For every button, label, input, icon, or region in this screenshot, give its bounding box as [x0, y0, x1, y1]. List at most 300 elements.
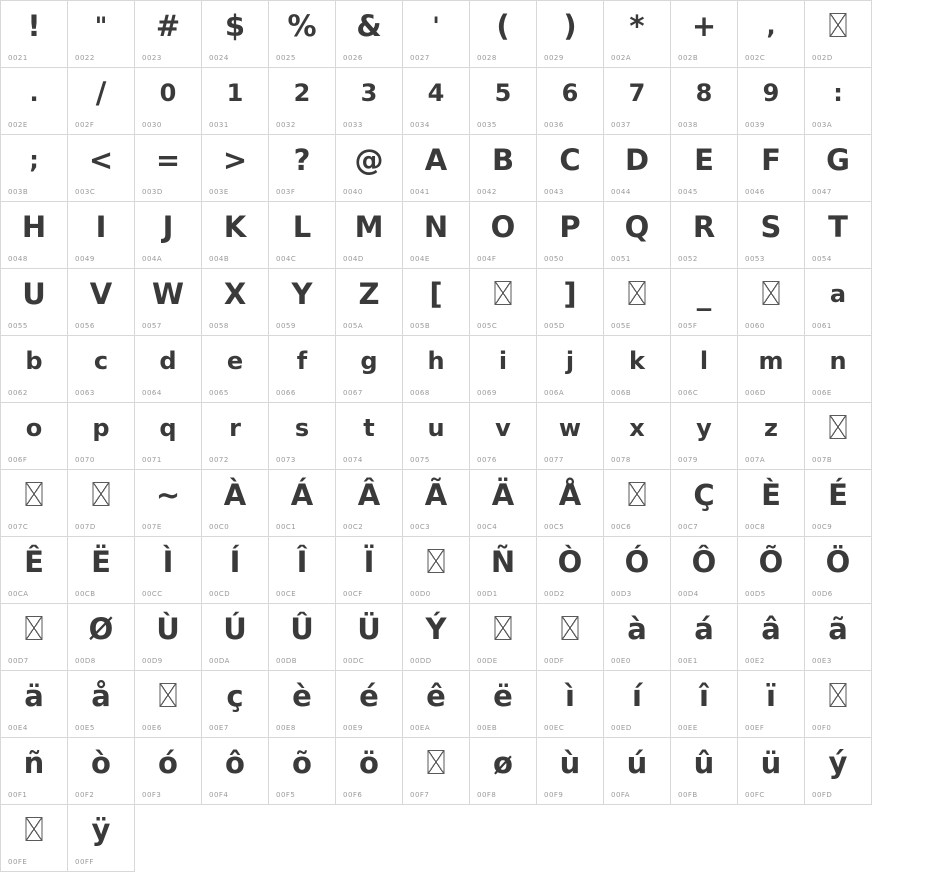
- glyph-character: é: [359, 678, 379, 713]
- glyph-character: Í: [229, 544, 241, 579]
- glyph-cell[interactable]: [470, 269, 537, 336]
- glyph-cell[interactable]: [336, 202, 403, 269]
- glyph-character: X: [223, 276, 247, 311]
- glyph-cell[interactable]: [738, 604, 805, 671]
- glyph-cell[interactable]: [135, 1, 202, 68]
- glyph-unicode-code: 00EA: [410, 724, 431, 732]
- glyph-unicode-code: 0041: [410, 188, 430, 196]
- glyph-character: ô: [225, 745, 245, 780]
- glyph-unicode-code: 00C6: [611, 523, 632, 531]
- glyph-unicode-code: 00C4: [477, 523, 498, 531]
- glyph-cell[interactable]: [202, 269, 269, 336]
- glyph-character: [: [429, 276, 443, 311]
- glyph-character: á: [694, 611, 714, 646]
- glyph-cell[interactable]: [738, 537, 805, 604]
- glyph-cell[interactable]: [269, 537, 336, 604]
- glyph-unicode-code: 006F: [8, 456, 28, 464]
- glyph-unicode-code: 00C5: [544, 523, 565, 531]
- glyph-unicode-code: 006E: [812, 389, 832, 397]
- glyph-character: Ë: [91, 544, 111, 579]
- glyph-cell[interactable]: [403, 604, 470, 671]
- glyph-cell[interactable]: [135, 537, 202, 604]
- glyph-cell[interactable]: [336, 537, 403, 604]
- missing-glyph-icon: [830, 13, 847, 37]
- glyph-cell[interactable]: [805, 604, 872, 671]
- glyph-cell[interactable]: [1, 336, 68, 403]
- glyph-cell[interactable]: [1, 1, 68, 68]
- glyph-cell[interactable]: [604, 470, 671, 537]
- glyph-cell[interactable]: [68, 604, 135, 671]
- glyph-character: Ñ: [490, 544, 516, 579]
- glyph-cell[interactable]: [604, 738, 671, 805]
- glyph-unicode-code: 0060: [745, 322, 765, 330]
- glyph-cell[interactable]: [269, 671, 336, 738]
- glyph-character: ú: [626, 745, 648, 780]
- glyph-cell[interactable]: [68, 202, 135, 269]
- glyph-cell[interactable]: [537, 604, 604, 671]
- glyph-unicode-code: 0039: [745, 121, 765, 129]
- glyph-unicode-code: 0024: [209, 54, 229, 62]
- glyph-character: o: [25, 414, 43, 442]
- glyph-unicode-code: 00FA: [611, 791, 631, 799]
- glyph-cell[interactable]: [135, 738, 202, 805]
- glyph-cell[interactable]: [135, 135, 202, 202]
- glyph-cell[interactable]: [470, 403, 537, 470]
- glyph-unicode-code: 00D5: [745, 590, 766, 598]
- glyph-cell[interactable]: [269, 336, 336, 403]
- glyph-character: à: [627, 611, 647, 646]
- glyph-unicode-code: 0038: [678, 121, 698, 129]
- glyph-character: ä: [24, 678, 44, 713]
- glyph-character: G: [826, 142, 850, 177]
- glyph-cell[interactable]: [336, 336, 403, 403]
- glyph-cell[interactable]: [68, 537, 135, 604]
- glyph-unicode-code: 0030: [142, 121, 162, 129]
- glyph-cell[interactable]: [805, 738, 872, 805]
- glyph-cell[interactable]: [604, 1, 671, 68]
- glyph-cell[interactable]: [537, 671, 604, 738]
- glyph-character: Ê: [24, 544, 44, 579]
- glyph-cell[interactable]: [671, 671, 738, 738]
- glyph-character: v: [495, 414, 511, 442]
- glyph-cell[interactable]: [202, 671, 269, 738]
- glyph-character: Ï: [363, 544, 375, 579]
- glyph-cell[interactable]: [403, 1, 470, 68]
- glyph-cell[interactable]: [202, 1, 269, 68]
- glyph-cell[interactable]: [68, 738, 135, 805]
- glyph-unicode-code: 00C9: [812, 523, 833, 531]
- glyph-character: >: [222, 142, 248, 177]
- glyph-cell[interactable]: [269, 202, 336, 269]
- glyph-unicode-code: 0053: [745, 255, 765, 263]
- glyph-cell[interactable]: [1, 604, 68, 671]
- glyph-character: r: [229, 414, 241, 442]
- glyph-cell[interactable]: [604, 403, 671, 470]
- glyph-character: =: [155, 142, 181, 177]
- glyph-character: g: [360, 347, 378, 375]
- glyph-unicode-code: 005A: [343, 322, 364, 330]
- glyph-cell[interactable]: [805, 537, 872, 604]
- glyph-cell[interactable]: [470, 336, 537, 403]
- glyph-cell[interactable]: [135, 68, 202, 135]
- glyph-cell[interactable]: [470, 671, 537, 738]
- glyph-cell[interactable]: [135, 671, 202, 738]
- glyph-cell[interactable]: [269, 403, 336, 470]
- missing-glyph-icon: [26, 482, 43, 506]
- glyph-character: N: [423, 209, 449, 244]
- glyph-unicode-code: 00F5: [276, 791, 296, 799]
- glyph-cell[interactable]: [671, 336, 738, 403]
- glyph-character: P: [559, 209, 581, 244]
- glyph-unicode-code: 0077: [544, 456, 564, 464]
- glyph-character: ): [563, 8, 577, 43]
- glyph-cell[interactable]: [1, 537, 68, 604]
- glyph-unicode-code: 0068: [410, 389, 430, 397]
- glyph-cell[interactable]: [68, 1, 135, 68]
- glyph-cell[interactable]: [202, 336, 269, 403]
- glyph-character: Å: [558, 477, 582, 512]
- glyph-cell[interactable]: [1, 805, 68, 872]
- glyph-cell[interactable]: [738, 403, 805, 470]
- glyph-unicode-code: 00D8: [75, 657, 96, 665]
- glyph-cell[interactable]: [604, 604, 671, 671]
- glyph-character: 4: [427, 79, 445, 107]
- glyph-cell[interactable]: [135, 336, 202, 403]
- glyph-cell[interactable]: [604, 537, 671, 604]
- glyph-cell[interactable]: [537, 1, 604, 68]
- glyph-cell[interactable]: [805, 1, 872, 68]
- glyph-cell[interactable]: [68, 805, 135, 872]
- glyph-cell[interactable]: [738, 738, 805, 805]
- glyph-unicode-code: 00EE: [678, 724, 698, 732]
- glyph-cell[interactable]: [336, 470, 403, 537]
- glyph-unicode-code: 00E7: [209, 724, 229, 732]
- glyph-character: Ã: [424, 477, 448, 512]
- glyph-character: S: [760, 209, 782, 244]
- glyph-cell[interactable]: [403, 671, 470, 738]
- glyph-unicode-code: 006C: [678, 389, 699, 397]
- glyph-cell[interactable]: [671, 738, 738, 805]
- glyph-cell[interactable]: [403, 537, 470, 604]
- glyph-cell[interactable]: [202, 738, 269, 805]
- glyph-cell[interactable]: [470, 537, 537, 604]
- glyph-cell[interactable]: [805, 68, 872, 135]
- glyph-cell[interactable]: [68, 135, 135, 202]
- glyph-character: ø: [493, 745, 513, 780]
- glyph-cell[interactable]: [805, 336, 872, 403]
- glyph-cell[interactable]: [671, 403, 738, 470]
- glyph-cell[interactable]: [604, 269, 671, 336]
- glyph-cell[interactable]: [202, 135, 269, 202]
- glyph-unicode-code: 0042: [477, 188, 497, 196]
- glyph-character: D: [624, 142, 650, 177]
- glyph-unicode-code: 004A: [142, 255, 163, 263]
- glyph-character: î: [699, 678, 709, 713]
- glyph-cell[interactable]: [336, 135, 403, 202]
- glyph-unicode-code: 007A: [745, 456, 766, 464]
- glyph-cell[interactable]: [1, 403, 68, 470]
- glyph-cell[interactable]: [671, 470, 738, 537]
- glyph-character: #: [155, 8, 181, 43]
- glyph-cell[interactable]: [671, 1, 738, 68]
- glyph-cell[interactable]: [202, 68, 269, 135]
- glyph-character: L: [292, 209, 312, 244]
- glyph-unicode-code: 003B: [8, 188, 29, 196]
- glyph-cell[interactable]: [269, 269, 336, 336]
- glyph-cell[interactable]: [1, 68, 68, 135]
- glyph-unicode-code: 0054: [812, 255, 832, 263]
- glyph-cell[interactable]: [671, 604, 738, 671]
- glyph-cell[interactable]: [738, 68, 805, 135]
- glyph-cell[interactable]: [269, 470, 336, 537]
- glyph-cell[interactable]: [135, 202, 202, 269]
- glyph-unicode-code: 003D: [142, 188, 163, 196]
- glyph-cell[interactable]: [537, 403, 604, 470]
- glyph-cell[interactable]: [738, 671, 805, 738]
- glyph-cell[interactable]: [671, 68, 738, 135]
- glyph-character: Ä: [491, 477, 515, 512]
- glyph-cell[interactable]: [1, 671, 68, 738]
- glyph-unicode-code: 00E2: [745, 657, 765, 665]
- glyph-unicode-code: 00CC: [142, 590, 163, 598]
- glyph-cell[interactable]: [805, 403, 872, 470]
- glyph-character: õ: [292, 745, 312, 780]
- glyph-unicode-code: 0045: [678, 188, 698, 196]
- glyph-unicode-code: 00E0: [611, 657, 631, 665]
- glyph-unicode-code: 0064: [142, 389, 162, 397]
- glyph-character: 1: [226, 79, 244, 107]
- glyph-cell[interactable]: [269, 738, 336, 805]
- glyph-cell[interactable]: [738, 1, 805, 68]
- glyph-character: 9: [762, 79, 780, 107]
- glyph-unicode-code: 00D3: [611, 590, 632, 598]
- glyph-cell[interactable]: [470, 604, 537, 671]
- glyph-cell[interactable]: [537, 202, 604, 269]
- glyph-cell[interactable]: [1, 269, 68, 336]
- glyph-cell[interactable]: [470, 202, 537, 269]
- glyph-unicode-code: 00C8: [745, 523, 766, 531]
- glyph-cell[interactable]: [336, 1, 403, 68]
- glyph-unicode-code: 00FF: [75, 858, 94, 866]
- missing-glyph-icon: [93, 482, 110, 506]
- glyph-unicode-code: 00E4: [8, 724, 28, 732]
- glyph-cell[interactable]: [805, 671, 872, 738]
- glyph-cell[interactable]: [671, 202, 738, 269]
- glyph-unicode-code: 00C7: [678, 523, 699, 531]
- missing-glyph-icon: [562, 616, 579, 640]
- glyph-cell[interactable]: [135, 470, 202, 537]
- glyph-cell[interactable]: [604, 68, 671, 135]
- glyph-cell[interactable]: [604, 135, 671, 202]
- glyph-cell[interactable]: [403, 738, 470, 805]
- glyph-cell[interactable]: [470, 68, 537, 135]
- glyph-character: ç: [226, 678, 244, 713]
- glyph-cell[interactable]: [202, 604, 269, 671]
- glyph-unicode-code: 00FC: [745, 791, 765, 799]
- glyph-cell[interactable]: [537, 269, 604, 336]
- glyph-character: ?: [293, 142, 311, 177]
- glyph-cell[interactable]: [1, 738, 68, 805]
- glyph-cell[interactable]: [671, 537, 738, 604]
- glyph-cell[interactable]: [1, 202, 68, 269]
- glyph-cell[interactable]: [269, 604, 336, 671]
- glyph-cell[interactable]: [403, 470, 470, 537]
- glyph-cell[interactable]: [403, 403, 470, 470]
- glyph-unicode-code: 0047: [812, 188, 832, 196]
- glyph-unicode-code: 00D6: [812, 590, 833, 598]
- glyph-cell[interactable]: [805, 135, 872, 202]
- glyph-character: ': [432, 12, 440, 40]
- glyph-cell[interactable]: [336, 68, 403, 135]
- glyph-cell[interactable]: [269, 1, 336, 68]
- glyph-cell[interactable]: [336, 738, 403, 805]
- glyph-unicode-code: 004E: [410, 255, 430, 263]
- glyph-unicode-code: 00E5: [75, 724, 95, 732]
- glyph-character: .: [29, 79, 39, 107]
- glyph-cell[interactable]: [470, 1, 537, 68]
- glyph-cell[interactable]: [1, 470, 68, 537]
- glyph-cell[interactable]: [537, 470, 604, 537]
- glyph-unicode-code: 004D: [343, 255, 364, 263]
- glyph-character: l: [699, 347, 709, 375]
- glyph-cell[interactable]: [604, 671, 671, 738]
- glyph-unicode-code: 00DB: [276, 657, 298, 665]
- glyph-cell[interactable]: [202, 202, 269, 269]
- glyph-character: Á: [290, 477, 314, 512]
- glyph-unicode-code: 0061: [812, 322, 832, 330]
- glyph-character: R: [692, 209, 716, 244]
- glyph-cell[interactable]: [202, 537, 269, 604]
- glyph-character: É: [828, 477, 848, 512]
- glyph-character: ": [94, 12, 108, 40]
- glyph-cell[interactable]: [403, 336, 470, 403]
- glyph-cell[interactable]: [269, 135, 336, 202]
- glyph-unicode-code: 006B: [611, 389, 632, 397]
- glyph-character: f: [296, 347, 308, 375]
- glyph-character: Ý: [425, 611, 447, 646]
- glyph-cell[interactable]: [68, 470, 135, 537]
- glyph-cell[interactable]: [68, 336, 135, 403]
- glyph-cell[interactable]: [738, 202, 805, 269]
- glyph-cell[interactable]: [336, 269, 403, 336]
- glyph-cell[interactable]: [202, 470, 269, 537]
- missing-glyph-icon: [428, 549, 445, 573]
- glyph-cell[interactable]: [68, 68, 135, 135]
- glyph-cell[interactable]: [269, 68, 336, 135]
- glyph-unicode-code: 00F6: [343, 791, 363, 799]
- glyph-unicode-code: 00E6: [142, 724, 162, 732]
- glyph-unicode-code: 0065: [209, 389, 229, 397]
- glyph-character: I: [95, 209, 107, 244]
- glyph-cell[interactable]: [738, 269, 805, 336]
- glyph-cell[interactable]: [671, 269, 738, 336]
- glyph-unicode-code: 00CB: [75, 590, 96, 598]
- glyph-character: p: [92, 414, 110, 442]
- glyph-unicode-code: 00EF: [745, 724, 765, 732]
- glyph-character: (: [496, 8, 510, 43]
- glyph-unicode-code: 00F8: [477, 791, 497, 799]
- glyph-cell[interactable]: [805, 202, 872, 269]
- glyph-unicode-code: 005B: [410, 322, 431, 330]
- glyph-cell[interactable]: [537, 336, 604, 403]
- glyph-unicode-code: 003A: [812, 121, 833, 129]
- glyph-cell[interactable]: [470, 135, 537, 202]
- glyph-character: @: [354, 142, 384, 177]
- glyph-character: û: [693, 745, 715, 780]
- glyph-cell[interactable]: [805, 470, 872, 537]
- glyph-character: n: [829, 347, 847, 375]
- glyph-cell[interactable]: [1, 135, 68, 202]
- glyph-unicode-code: 006A: [544, 389, 565, 397]
- glyph-cell[interactable]: [738, 135, 805, 202]
- glyph-cell[interactable]: [403, 135, 470, 202]
- glyph-unicode-code: 00F9: [544, 791, 564, 799]
- glyph-character: A: [424, 142, 448, 177]
- glyph-character: À: [223, 477, 247, 512]
- glyph-cell[interactable]: [537, 537, 604, 604]
- glyph-character: ë: [493, 678, 513, 713]
- glyph-cell[interactable]: [470, 738, 537, 805]
- glyph-unicode-code: 007E: [142, 523, 162, 531]
- glyph-character: j: [565, 347, 575, 375]
- glyph-unicode-code: 0046: [745, 188, 765, 196]
- glyph-cell[interactable]: [537, 68, 604, 135]
- glyph-unicode-code: 007C: [8, 523, 29, 531]
- missing-glyph-icon: [763, 281, 780, 305]
- glyph-cell[interactable]: [537, 738, 604, 805]
- glyph-character: ò: [91, 745, 111, 780]
- glyph-character: &: [356, 8, 382, 43]
- glyph-unicode-code: 00D0: [410, 590, 431, 598]
- glyph-character: ù: [559, 745, 581, 780]
- glyph-unicode-code: 0067: [343, 389, 363, 397]
- glyph-cell[interactable]: [68, 671, 135, 738]
- glyph-character: Â: [357, 477, 381, 512]
- glyph-cell[interactable]: [604, 336, 671, 403]
- glyph-cell[interactable]: [537, 135, 604, 202]
- glyph-cell[interactable]: [135, 403, 202, 470]
- glyph-cell[interactable]: [336, 403, 403, 470]
- glyph-cell[interactable]: [202, 403, 269, 470]
- glyph-cell[interactable]: [403, 269, 470, 336]
- glyph-unicode-code: 00D2: [544, 590, 565, 598]
- glyph-character: Q: [624, 209, 650, 244]
- glyph-cell[interactable]: [738, 336, 805, 403]
- glyph-cell[interactable]: [68, 269, 135, 336]
- glyph-cell[interactable]: [336, 671, 403, 738]
- glyph-cell[interactable]: [805, 269, 872, 336]
- glyph-cell[interactable]: [470, 470, 537, 537]
- glyph-cell[interactable]: [403, 68, 470, 135]
- glyph-unicode-code: 0073: [276, 456, 296, 464]
- glyph-unicode-code: 0049: [75, 255, 95, 263]
- glyph-character: E: [694, 142, 714, 177]
- glyph-character: 0: [159, 79, 177, 107]
- glyph-cell[interactable]: [135, 269, 202, 336]
- glyph-cell[interactable]: [135, 604, 202, 671]
- glyph-cell[interactable]: [738, 470, 805, 537]
- glyph-cell[interactable]: [336, 604, 403, 671]
- glyph-character: â: [761, 611, 781, 646]
- glyph-unicode-code: 003C: [75, 188, 96, 196]
- glyph-character: T: [828, 209, 848, 244]
- glyph-cell[interactable]: [403, 202, 470, 269]
- glyph-cell[interactable]: [68, 403, 135, 470]
- glyph-cell[interactable]: [671, 135, 738, 202]
- glyph-cell[interactable]: [604, 202, 671, 269]
- glyph-character: Ù: [156, 611, 180, 646]
- glyph-unicode-code: 002E: [8, 121, 28, 129]
